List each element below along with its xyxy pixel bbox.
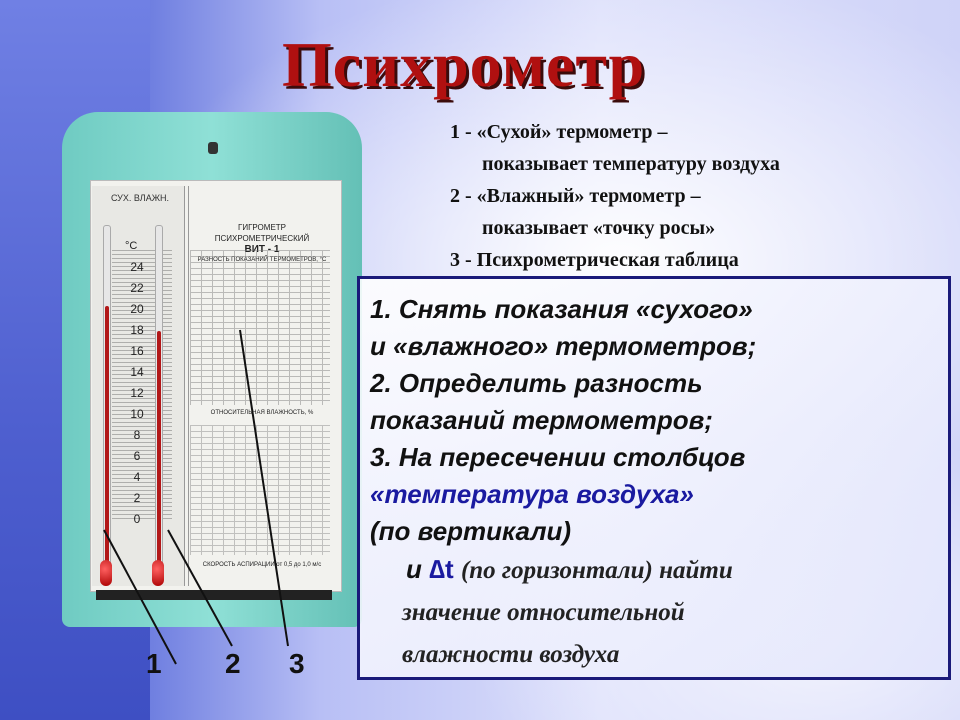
scale-value: 20 <box>130 302 144 316</box>
table-title: ГИГРОМЕТР ПСИХРОМЕТРИЧЕСКИЙ ВИТ - 1 РАЗНОСТЬ ПОКАЗАНИЙ ТЕРМОМЕТРОВ, °С <box>197 223 327 263</box>
step-3-line-6: влажности воздуха <box>402 641 620 668</box>
scale-value: 4 <box>133 470 141 484</box>
marker-1: 1 <box>146 648 162 679</box>
scale-value: 22 <box>130 281 144 295</box>
step-3-line-1: 3. На пересечении столбцов <box>370 442 746 472</box>
step-2-line-1: 2. Определить разность <box>370 368 703 398</box>
legend-item-1-desc: показывает температуру воздуха <box>482 153 780 175</box>
table-subheader: ОТНОСИТЕЛЬНАЯ ВЛАЖНОСТЬ, % <box>210 410 314 416</box>
step-3-horizontal: (по горизонтали) найти <box>460 557 733 584</box>
scale-value: 8 <box>133 428 141 442</box>
scale-value: 2 <box>133 491 141 505</box>
step-3-line-2: «температура воздуха» <box>370 479 694 509</box>
scale-value: 12 <box>130 386 144 400</box>
step-3-line-4 <box>370 550 948 592</box>
step-2-line-2: показаний термометров; <box>370 405 713 435</box>
legend-item-1: 1 - «Сухой» термометр – <box>450 121 668 143</box>
step-1-line-1: 1. Снять показания «сухого» <box>370 294 753 324</box>
scale-value: 10 <box>130 407 144 421</box>
step-1-line-2: и «влажного» термометров; <box>370 331 757 361</box>
step-3-line-5: значение относительной <box>402 599 685 626</box>
marker-3: 3 <box>289 648 305 679</box>
slide-title: Психрометр <box>282 29 646 100</box>
scale-value: 24 <box>130 260 144 274</box>
marker-2: 2 <box>225 648 241 679</box>
scale-value: 0 <box>133 512 141 526</box>
scale-value: 6 <box>133 449 141 463</box>
instructions-box <box>357 276 951 680</box>
table-footer: СКОРОСТЬ АСПИРАЦИИ от 0,5 до 1,0 м/с <box>202 562 322 568</box>
legend-item-2-desc: показывает «точку росы» <box>482 217 716 239</box>
scale-header: СУХ. ВЛАЖН. <box>110 193 170 203</box>
legend-item-3: 3 - Психрометрическая таблица <box>450 249 739 271</box>
legend-item-2: 2 - «Влажный» термометр – <box>450 185 701 207</box>
degree-label: °C <box>125 240 138 252</box>
scale-value: 16 <box>130 344 144 358</box>
and-word: и <box>406 554 422 584</box>
delta-t: ∆t <box>429 554 454 584</box>
scale-value: 14 <box>130 365 144 379</box>
step-3-line-3: (по вертикали) <box>370 516 572 546</box>
scale-value: 18 <box>130 323 144 337</box>
